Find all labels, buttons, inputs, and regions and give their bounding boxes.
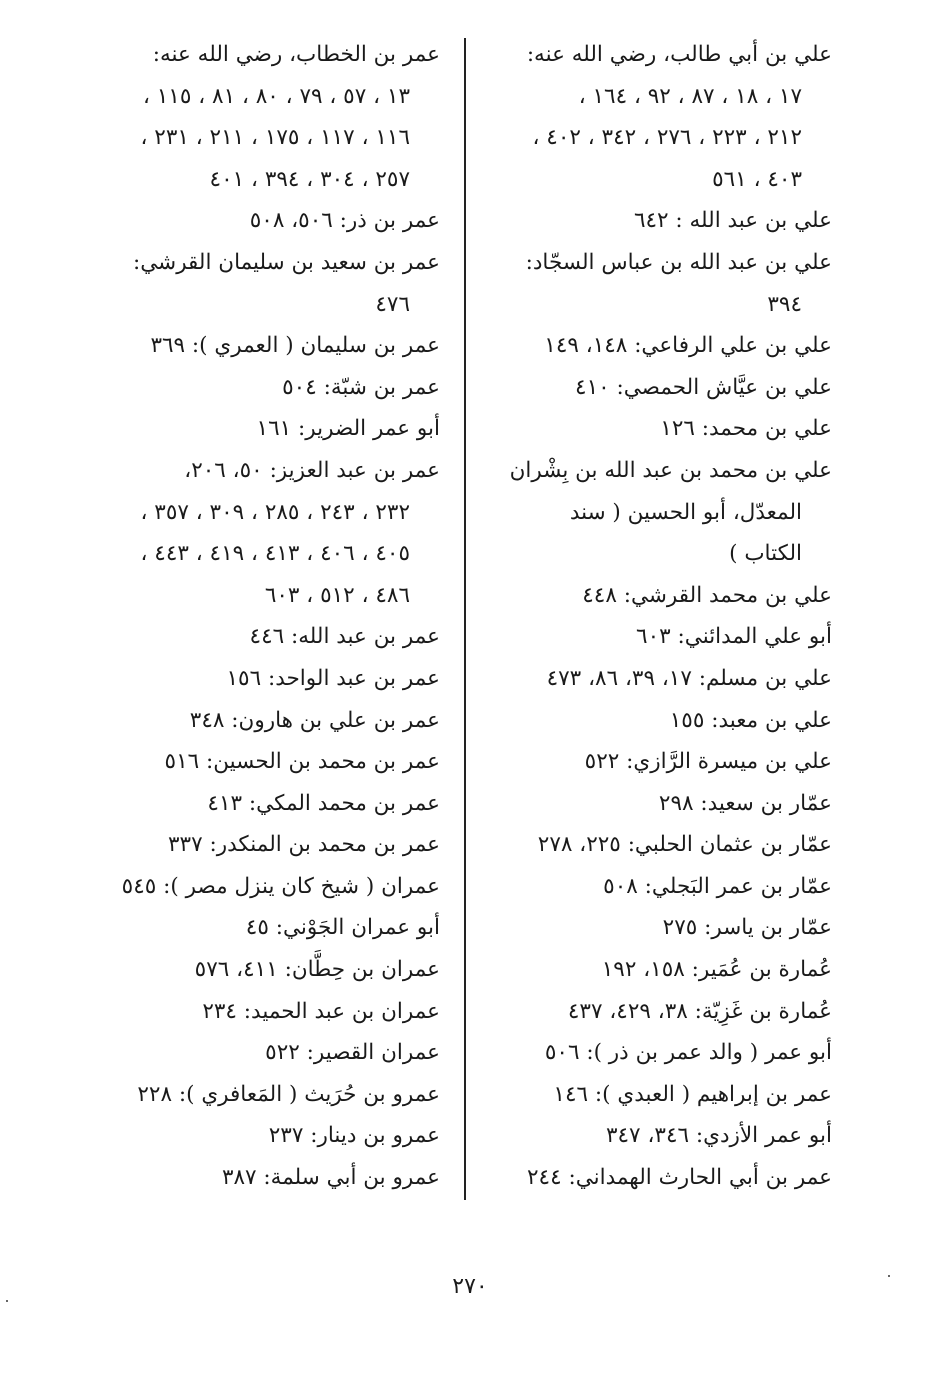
index-entry xyxy=(100,991,440,1033)
entry-name: عمرو بن أبي سلمة: ٣٨٧ xyxy=(221,1165,440,1191)
page-number: ٢٧٠ xyxy=(452,1274,488,1299)
index-entry xyxy=(100,1074,440,1116)
entry-continuation: ٤٨٦ ، ٥١٢ ، ٦٠٣ xyxy=(264,582,410,608)
entry-name: عمران بن حِطَّان: ٤١١، ٥٧٦ xyxy=(194,957,440,983)
index-entry xyxy=(100,658,440,700)
entry-name: أبو عمر الأزدي: ٣٤٦، ٣٤٧ xyxy=(605,1123,832,1149)
entry-continuation: ١٣ ، ٥٧ ، ٧٩ ، ٨٠ ، ٨١ ، ١١٥ ، xyxy=(142,83,410,109)
entry-continuation: ١٧ ، ١٨ ، ٨٧ ، ٩٢ ، ١٦٤ ، xyxy=(578,83,802,109)
index-entry xyxy=(100,1115,440,1157)
entry-name: أبو عمر الضرير: ١٦١ xyxy=(256,416,440,442)
entry-continuation: المعدّل، أبو الحسين ( سند xyxy=(569,499,802,525)
index-entry xyxy=(100,200,440,242)
entry-name: عمران القصير: ٥٢٢ xyxy=(265,1040,440,1066)
index-entry xyxy=(100,616,440,658)
entry-name: عمر بن سعيد بن سليمان القرشي: xyxy=(133,249,440,275)
entry-continuation: الكتاب ) xyxy=(729,541,802,567)
entry-name: عمر بن ذر: ٥٠٦، ٥٠٨ xyxy=(249,208,440,234)
column-divider xyxy=(464,38,466,1200)
entry-continuation: ٢٥٧ ، ٣٠٤ ، ٣٩٤ ، ٤٠١ xyxy=(209,166,410,192)
index-entry xyxy=(100,824,440,866)
entry-name: عمر بن محمد المكي: ٤١٣ xyxy=(207,790,440,816)
entry-continuation: ٣٩٤ xyxy=(767,291,802,317)
entry-name: عمّار بن ياسر: ٢٧٥ xyxy=(662,915,832,941)
entry-continuation: ٤٠٥ ، ٤٠٦ ، ٤١٣ ، ٤١٩ ، ٤٤٣ ، xyxy=(140,541,410,567)
index-entry xyxy=(492,741,832,783)
entry-name: علي بن مسلم: ١٧، ٣٩، ٨٦، ٤٧٣ xyxy=(546,665,832,691)
entry-name: علي بن عبد الله : ٦٤٢ xyxy=(633,208,832,234)
entry-name: أبو عمران الجَوْني: ٤٥ xyxy=(245,915,440,941)
index-entry xyxy=(100,949,440,991)
index-entry xyxy=(492,700,832,742)
entry-continuation: ١١٦ ، ١١٧ ، ١٧٥ ، ٢١١ ، ٢٣١ ، xyxy=(140,125,410,151)
entry-name: عمر بن أبي الحارث الهمداني: ٢٤٤ xyxy=(526,1165,832,1191)
index-entry xyxy=(492,866,832,908)
entry-name: عمر بن محمد بن المنكدر: ٣٣٧ xyxy=(168,832,440,858)
index-entry xyxy=(492,200,832,242)
entry-name: عمرو بن حُرَيث ( المَعافري ): ٢٢٨ xyxy=(137,1081,440,1107)
index-entry xyxy=(100,866,440,908)
index-entry xyxy=(492,575,832,617)
index-column-left xyxy=(100,34,440,1199)
index-entry xyxy=(492,1032,832,1074)
index-entry xyxy=(100,741,440,783)
entry-name: عمر بن سليمان ( العمري ): ٣٦٩ xyxy=(150,333,440,359)
index-entry xyxy=(492,824,832,866)
index-entry xyxy=(492,408,832,450)
entry-name: علي بن محمد بن عبد الله بن بِشْران xyxy=(509,457,832,483)
index-entry xyxy=(100,408,440,450)
index-entry xyxy=(100,783,440,825)
index-entry xyxy=(492,658,832,700)
entry-name: عمر بن شبّة: ٥٠٤ xyxy=(282,374,440,400)
index-entry xyxy=(100,34,440,200)
index-entry xyxy=(492,907,832,949)
entry-name: عمران ( شيخ كان ينزل مصر ): ٥٤٥ xyxy=(121,873,440,899)
index-entry xyxy=(492,367,832,409)
entry-name: عمّار بن عمر البَجلي: ٥٠٨ xyxy=(603,873,832,899)
entry-name: علي بن عبد الله بن عباس السجّاد: xyxy=(525,249,832,275)
index-entry xyxy=(100,907,440,949)
scan-speck xyxy=(6,1300,8,1302)
index-entry xyxy=(100,242,440,325)
index-entry xyxy=(492,325,832,367)
index-entry xyxy=(100,1032,440,1074)
index-entry xyxy=(100,1157,440,1199)
entry-name: عمر بن عبد الواحد: ١٥٦ xyxy=(226,665,440,691)
index-entry xyxy=(492,1074,832,1116)
index-entry xyxy=(492,450,832,575)
entry-name: أبو علي المدائني: ٦٠٣ xyxy=(636,624,832,650)
entry-continuation: ٢١٢ ، ٢٢٣ ، ٢٧٦ ، ٣٤٢ ، ٤٠٢ ، xyxy=(532,125,802,151)
entry-name: عُمارة بن غَزِيّة: ٣٨، ٤٢٩، ٤٣٧ xyxy=(567,998,832,1024)
entry-name: علي بن معبد: ١٥٥ xyxy=(669,707,832,733)
entry-continuation: ٤٧٦ xyxy=(375,291,410,317)
index-entry xyxy=(100,367,440,409)
entry-name: أبو عمر ( والد عمر بن ذر ): ٥٠٦ xyxy=(544,1040,832,1066)
index-entry xyxy=(492,1157,832,1199)
index-entry xyxy=(100,450,440,616)
index-column-right xyxy=(492,34,832,1199)
entry-name: عمّار بن عثمان الحلبي: ٢٢٥، ٢٧٨ xyxy=(537,832,832,858)
entry-continuation: ٢٣٢ ، ٢٤٣ ، ٢٨٥ ، ٣٠٩ ، ٣٥٧ ، xyxy=(140,499,410,525)
entry-name: عمران بن عبد الحميد: ٢٣٤ xyxy=(202,998,440,1024)
scan-speck xyxy=(888,1275,890,1277)
entry-name: عمرو بن دينار: ٢٣٧ xyxy=(268,1123,440,1149)
entry-name: عمر بن إبراهيم ( العبدي ): ١٤٦ xyxy=(553,1081,832,1107)
index-entry xyxy=(100,700,440,742)
index-entry xyxy=(100,325,440,367)
entry-name: علي بن أبي طالب، رضي الله عنه: xyxy=(526,42,832,67)
entry-name: علي بن محمد القرشي: ٤٤٨ xyxy=(582,582,832,608)
index-entry xyxy=(492,34,832,200)
index-entry xyxy=(492,242,832,325)
index-entry xyxy=(492,991,832,1033)
entry-name: عمر بن عبد العزيز: ٥٠، ٢٠٦، xyxy=(184,457,440,483)
index-entry xyxy=(492,783,832,825)
index-entry xyxy=(492,949,832,991)
entry-name: علي بن عيَّاش الحمصي: ٤١٠ xyxy=(575,374,832,400)
entry-name: عمر بن الخطاب، رضي الله عنه: xyxy=(152,42,440,67)
entry-name: عمر بن عبد الله: ٤٤٦ xyxy=(249,624,440,650)
entry-name: عمّار بن سعيد: ٢٩٨ xyxy=(658,790,832,816)
entry-name: عمر بن محمد بن الحسين: ٥١٦ xyxy=(164,749,440,775)
entry-name: عُمارة بن عُمَير: ١٥٨، ١٩٢ xyxy=(601,957,832,983)
entry-name: علي بن ميسرة الرَّازي: ٥٢٢ xyxy=(584,749,832,775)
entry-continuation: ٤٠٣ ، ٥٦١ xyxy=(712,166,802,192)
entry-name: عمر بن علي بن هارون: ٣٤٨ xyxy=(189,707,440,733)
entry-name: علي بن علي الرفاعي: ١٤٨، ١٤٩ xyxy=(544,333,832,359)
index-entry xyxy=(492,1115,832,1157)
entry-name: علي بن محمد: ١٢٦ xyxy=(660,416,832,442)
index-entry xyxy=(492,616,832,658)
